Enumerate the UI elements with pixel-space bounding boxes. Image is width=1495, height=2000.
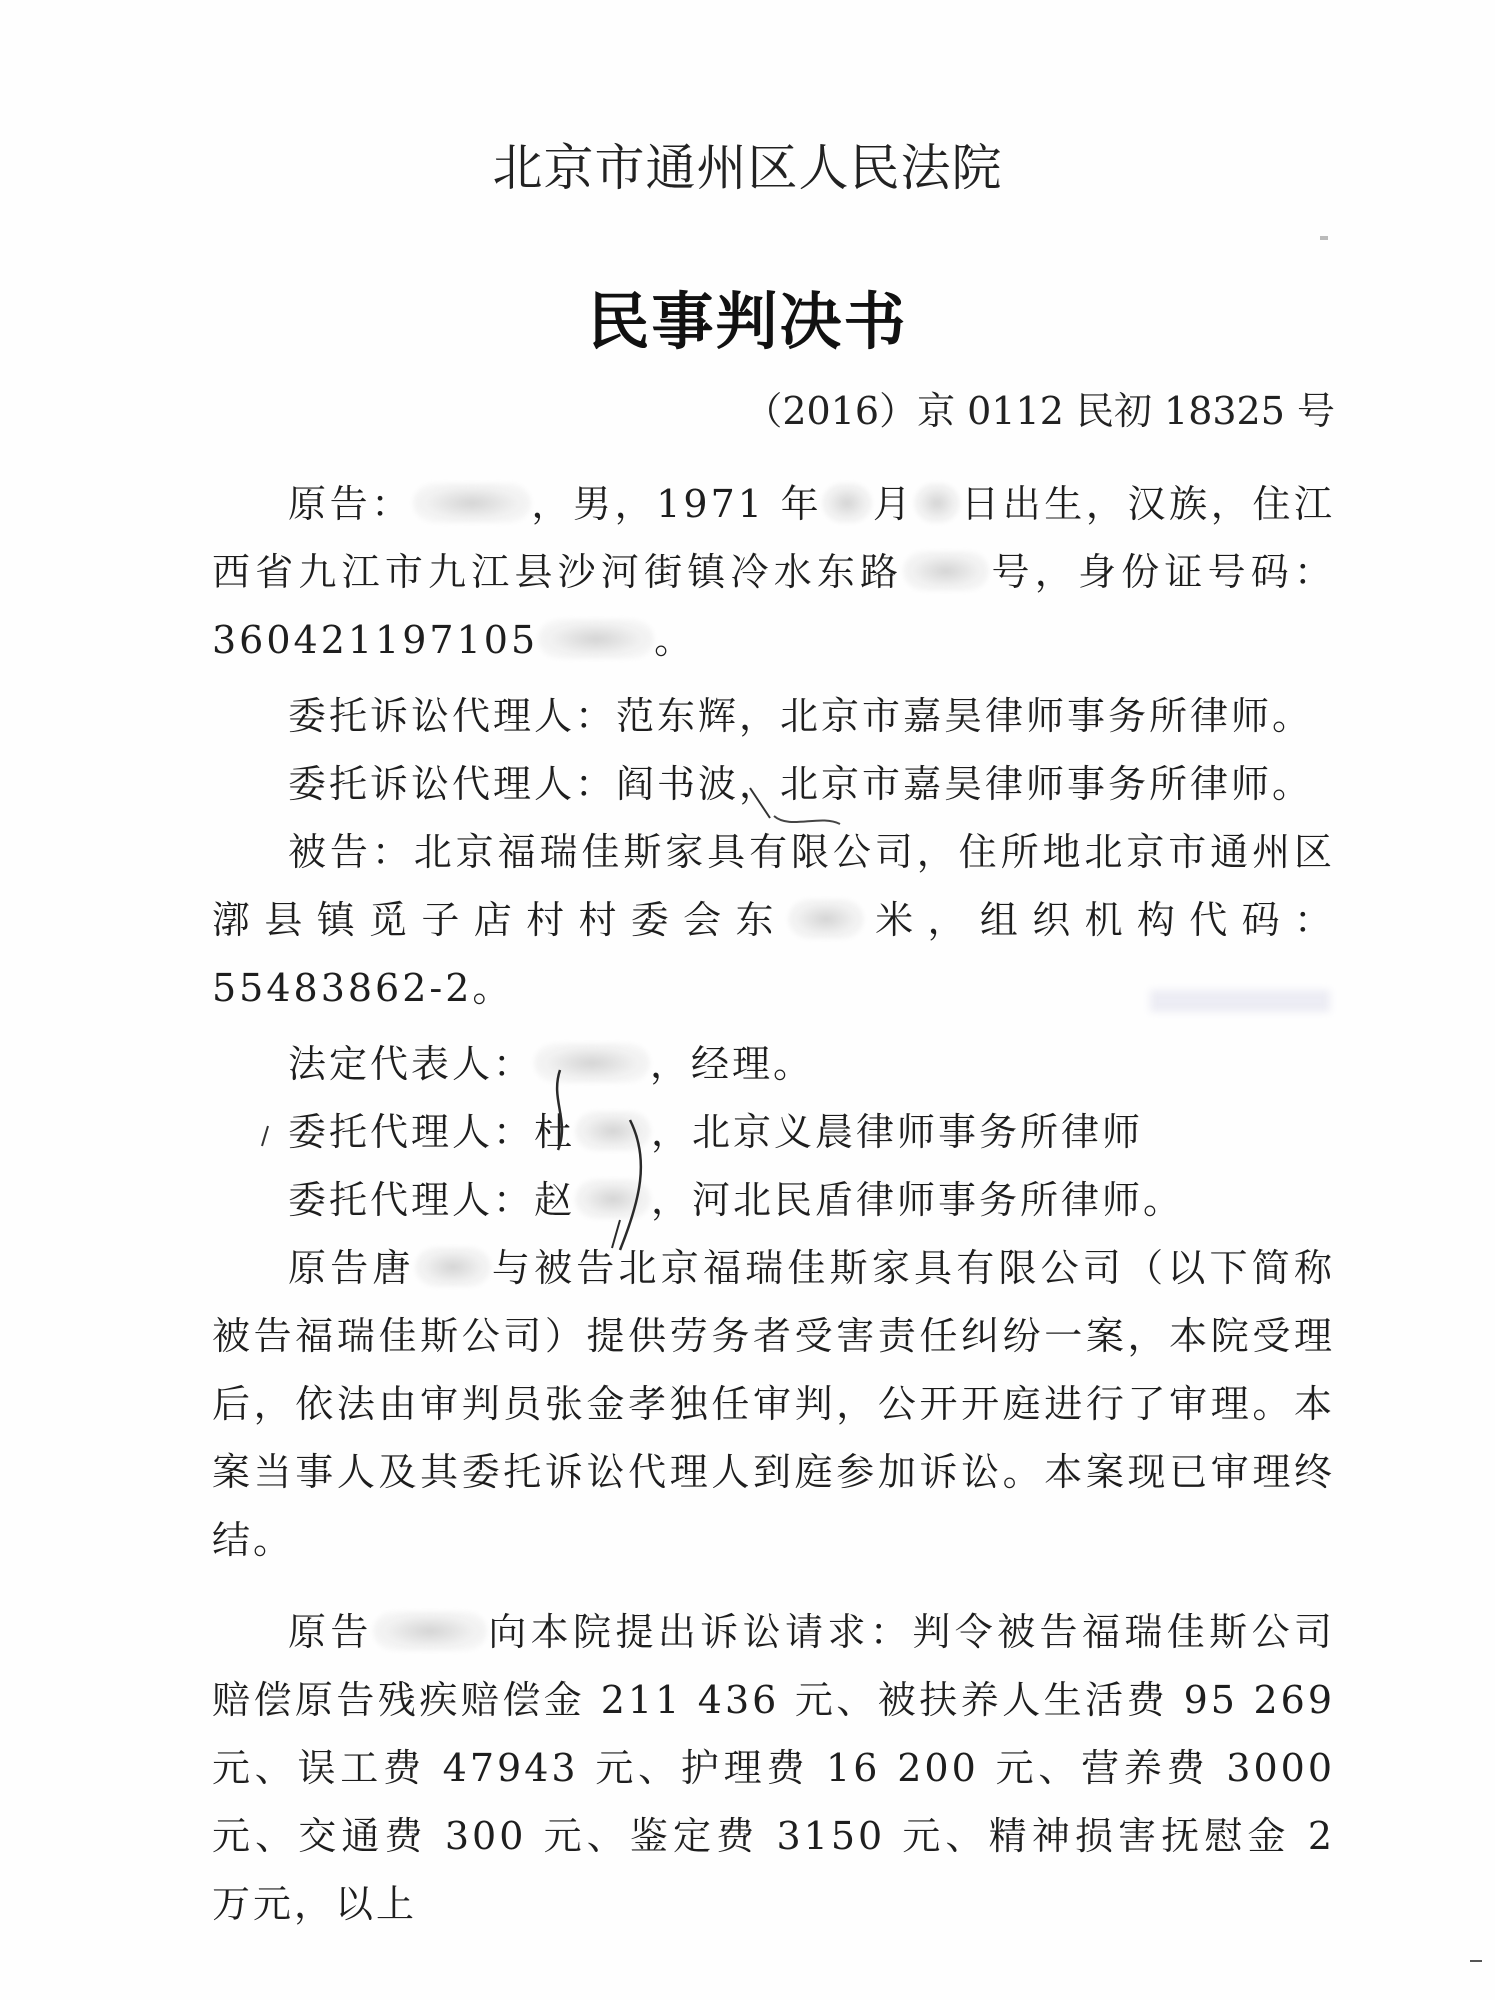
defendant-agent-label: 委托代理人：赵 [288,1178,576,1222]
plaintiff-text: 号，身份证号码：360421197105 [212,550,1335,662]
defendant-agent-2 [212,1166,1335,1234]
case-intro-paragraph [212,1234,1335,1574]
defendant-agent-1 [212,1098,1335,1166]
claims-text: 向本院提出诉讼请求：判令被告福瑞佳斯公司赔偿原告残疾赔偿金 211 436 元、被扶养人生活费 95 269 元、误工费 47943 元、护理费 16 200 元、营养费 3000 元、交通费 300 元、鉴定费 3150 元、精神损害抚慰金 2 万元，以上 [212,1610,1335,1926]
redacted-name [413,483,531,523]
plaintiff-agent-2: 委托诉讼代理人：阎书波，北京市嘉昊律师事务所律师。 [288,762,1314,806]
plaintiff-text: 。 [654,618,696,662]
defendant-text: 米，组织机构代码：55483862-2。 [212,898,1335,1010]
redacted-plaintiff-name [415,1247,491,1287]
plaintiff-text: 月 [872,482,915,526]
redacted-day [914,483,960,523]
case-intro-text: 原告唐 [288,1246,415,1290]
legal-rep-label: 法定代表人： [288,1042,535,1086]
defendant-agent-label: 委托代理人：杜 [288,1110,576,1154]
legal-rep-text: ，经理。 [650,1042,815,1086]
redacted-id-digits [538,619,654,659]
redacted-plaintiff-name [373,1611,487,1651]
plaintiff-text: ，男，1971 年 [530,482,823,526]
case-number: （2016）京 0112 民初 18325 号 [744,389,1335,433]
claims-text: 原告 [288,1610,373,1654]
defendant-text: 被告：北京福瑞佳斯家具有限公司，住所地北京市通州区漷县镇觅子店村村委会东 [212,830,1335,942]
scan-speck [1470,1960,1482,1962]
redacted-house-number [903,551,989,591]
redacted-month [822,483,872,523]
plaintiff-paragraph [212,470,1335,674]
court-name: 北京市通州区人民法院 [492,139,1003,197]
document-title: 民事判决书 [587,285,908,358]
defendant-paragraph [212,818,1335,1022]
plaintiff-text: 原告： [288,482,413,526]
redacted-distance [788,899,864,939]
redacted-rep-name [534,1043,650,1083]
defendant-agent-text: ，北京义晨律师事务所律师 [651,1110,1144,1154]
legal-representative [212,1030,1335,1098]
defendant-agent-text: ，河北民盾律师事务所律师。 [651,1178,1185,1222]
plaintiff-agent-1: 委托诉讼代理人：范东辉，北京市嘉昊律师事务所律师。 [288,694,1314,738]
judgment-body [212,470,1335,1938]
case-intro-text: 与被告北京福瑞佳斯家具有限公司（以下简称被告福瑞佳斯公司）提供劳务者受害责任纠纷一案，本院受理后，依法由审判员张金孝独任审判，公开开庭进行了审理。本案当事人及其委托诉讼代理人到庭参加诉讼。本案现已审理终结。 [212,1246,1335,1562]
claims-paragraph [212,1598,1335,1938]
scan-speck [1320,236,1328,240]
plaintiff-text: 日出生，汉族，住江西省九江市九江县沙河街镇冷水东路 [212,482,1335,594]
redacted-agent-name [575,1111,651,1151]
redacted-agent-name [575,1179,651,1219]
